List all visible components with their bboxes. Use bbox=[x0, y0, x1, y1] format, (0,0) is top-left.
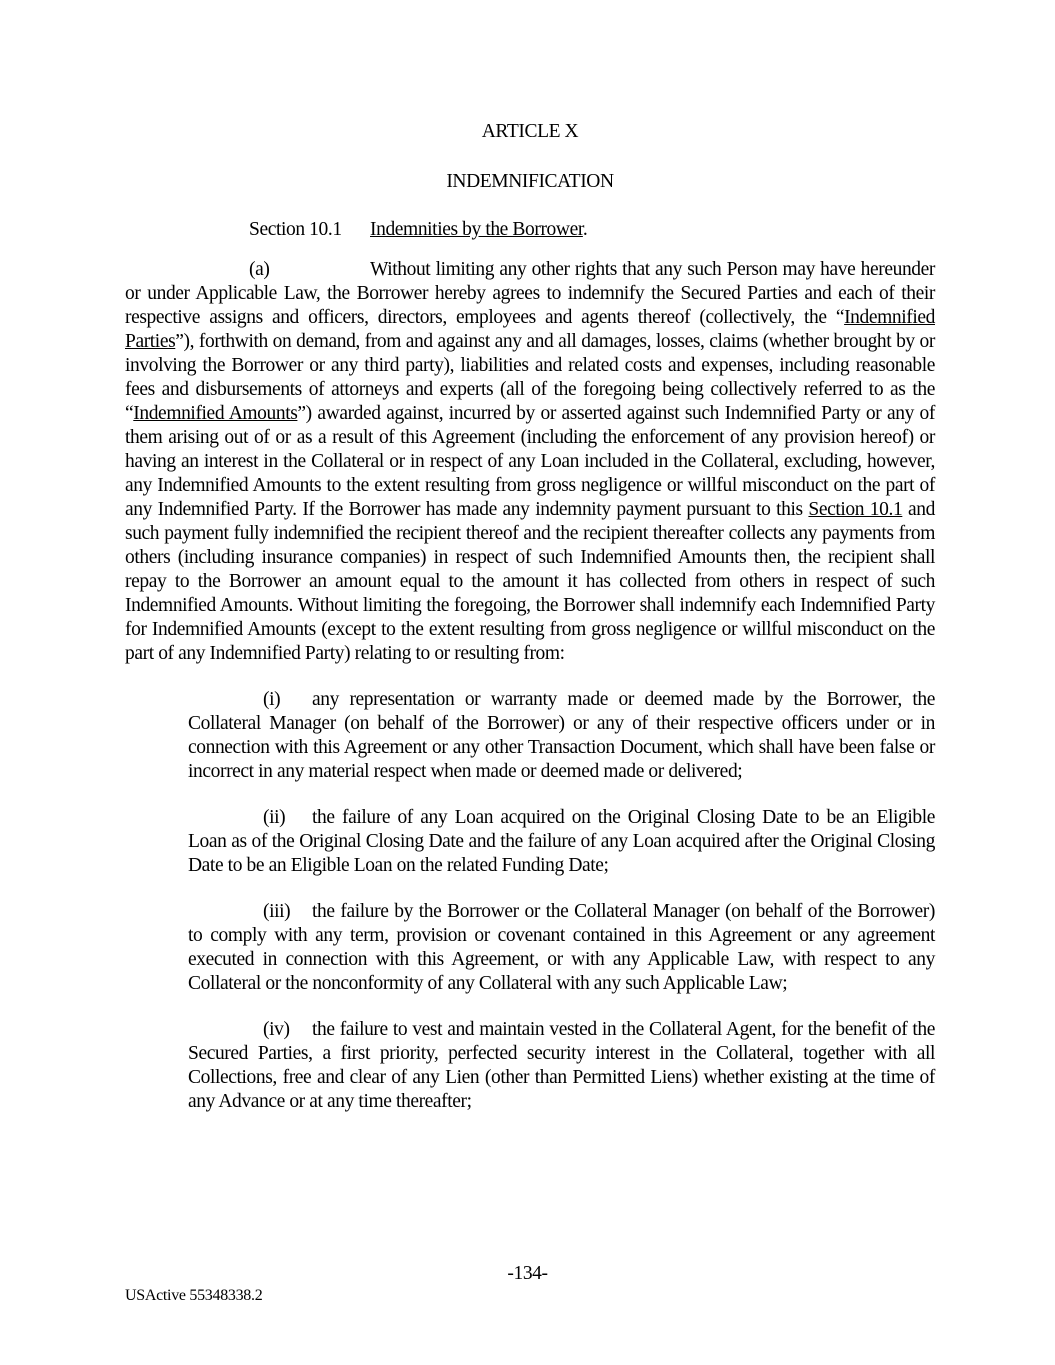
page-number: -134- bbox=[507, 1263, 548, 1284]
article-title: INDEMNIFICATION bbox=[446, 171, 614, 192]
paragraph-text: ”), forthwith on demand, from and against any and all damages, losses, claims (whether brought by or involving the Borrower or any third party), liabilities and related costs and expenses, including reasonable fees and disbursements of attorneys and experts (all of the foregoing being collectively referred to as the “ bbox=[125, 331, 935, 424]
defined-term: Indemnified Parties bbox=[125, 307, 935, 352]
item-iv-text: the failure to vest and maintain vested in the Collateral Agent, for the benefit of the Secured Parties, a first priority, perfected security interest in the Collateral, together with all Collections, free and clear of any Lien (other than Permitted Liens) whether existing at the time of any Advance or at any time thereafter; bbox=[188, 1019, 935, 1112]
item-i-label: (i) bbox=[263, 689, 281, 710]
paragraph-text: Without limiting any other rights that any such Person may have hereunder or under Applicable Law, the Borrower hereby agrees to indemnify the Secured Parties and each of their respective assigns and officers, directors, employees and agents thereof (collectively, the “ bbox=[125, 259, 935, 328]
list-item-iii bbox=[188, 900, 935, 996]
paragraph-a-body bbox=[125, 259, 935, 664]
item-iii-label: (iii) bbox=[263, 901, 291, 922]
item-ii-text: the failure of any Loan acquired on the Original Closing Date to be an Eligible Loan as of the Original Closing Date and the failure of any Loan acquired after the Original Closing Date to be an Eligible Loan on the related Funding Date; bbox=[188, 807, 935, 876]
section-heading bbox=[125, 218, 935, 242]
paragraph-text: ”) awarded against, incurred by or asserted against such Indemnified Party or any of them arising out of or as a result of this Agreement (including the enforcement of any provision hereof) or having an interest in the Collateral or in respect of any Loan included in the Collateral, excluding, however, any Indemnified Amounts to the extent resulting from gross negligence or willful misconduct on the part of any Indemnified Party. If the Borrower has made any indemnity payment pursuant to this bbox=[125, 403, 935, 520]
list-item-ii bbox=[188, 806, 935, 878]
defined-term: Indemnified Amounts bbox=[133, 403, 298, 424]
list-item-i bbox=[188, 688, 935, 784]
item-iii-text: the failure by the Borrower or the Collateral Manager (on behalf of the Borrower) to comply with any term, provision or covenant contained in this Agreement or any agreement executed in connection with this Agreement, or with any Applicable Law, with respect to any Collateral or the nonconformity of any Collateral with any such Applicable Law; bbox=[188, 901, 935, 994]
section-title-suffix: . bbox=[582, 219, 588, 240]
section-label: Section 10.1 bbox=[249, 219, 342, 240]
paragraph-a-label: (a) bbox=[249, 259, 270, 280]
item-iv-label: (iv) bbox=[263, 1019, 290, 1040]
paragraph-text: and such payment fully indemnified the recipient thereof and the recipient thereafter collects any payments from others (including insurance companies) in respect of such Indemnified Amounts then, the recipient shall repay to the Borrower an amount equal to the amount it has collected from others in respect of such Indemnified Amounts. Without limiting the foregoing, the Borrower shall indemnify each Indemnified Party for Indemnified Amounts (except to the extent resulting from gross negligence or willful misconduct on the part of any Indemnified Party) relating to or resulting from: bbox=[125, 499, 935, 664]
document-id-footer: USActive 55348338.2 bbox=[125, 1287, 263, 1304]
defined-term: Section 10.1 bbox=[808, 499, 903, 520]
item-i-text: any representation or warranty made or deemed made by the Borrower, the Collateral Manager (on behalf of the Borrower) or any of their respective officers under or in connection with this Agreement or any other Transaction Document, which shall have been false or incorrect in any material respect when made or deemed made or delivered; bbox=[188, 689, 935, 782]
paragraph-a bbox=[125, 258, 935, 666]
article-heading: ARTICLE X bbox=[481, 121, 579, 142]
section-title: Indemnities by the Borrower bbox=[370, 219, 583, 240]
item-ii-label: (ii) bbox=[263, 807, 286, 828]
list-item-iv bbox=[188, 1018, 935, 1114]
